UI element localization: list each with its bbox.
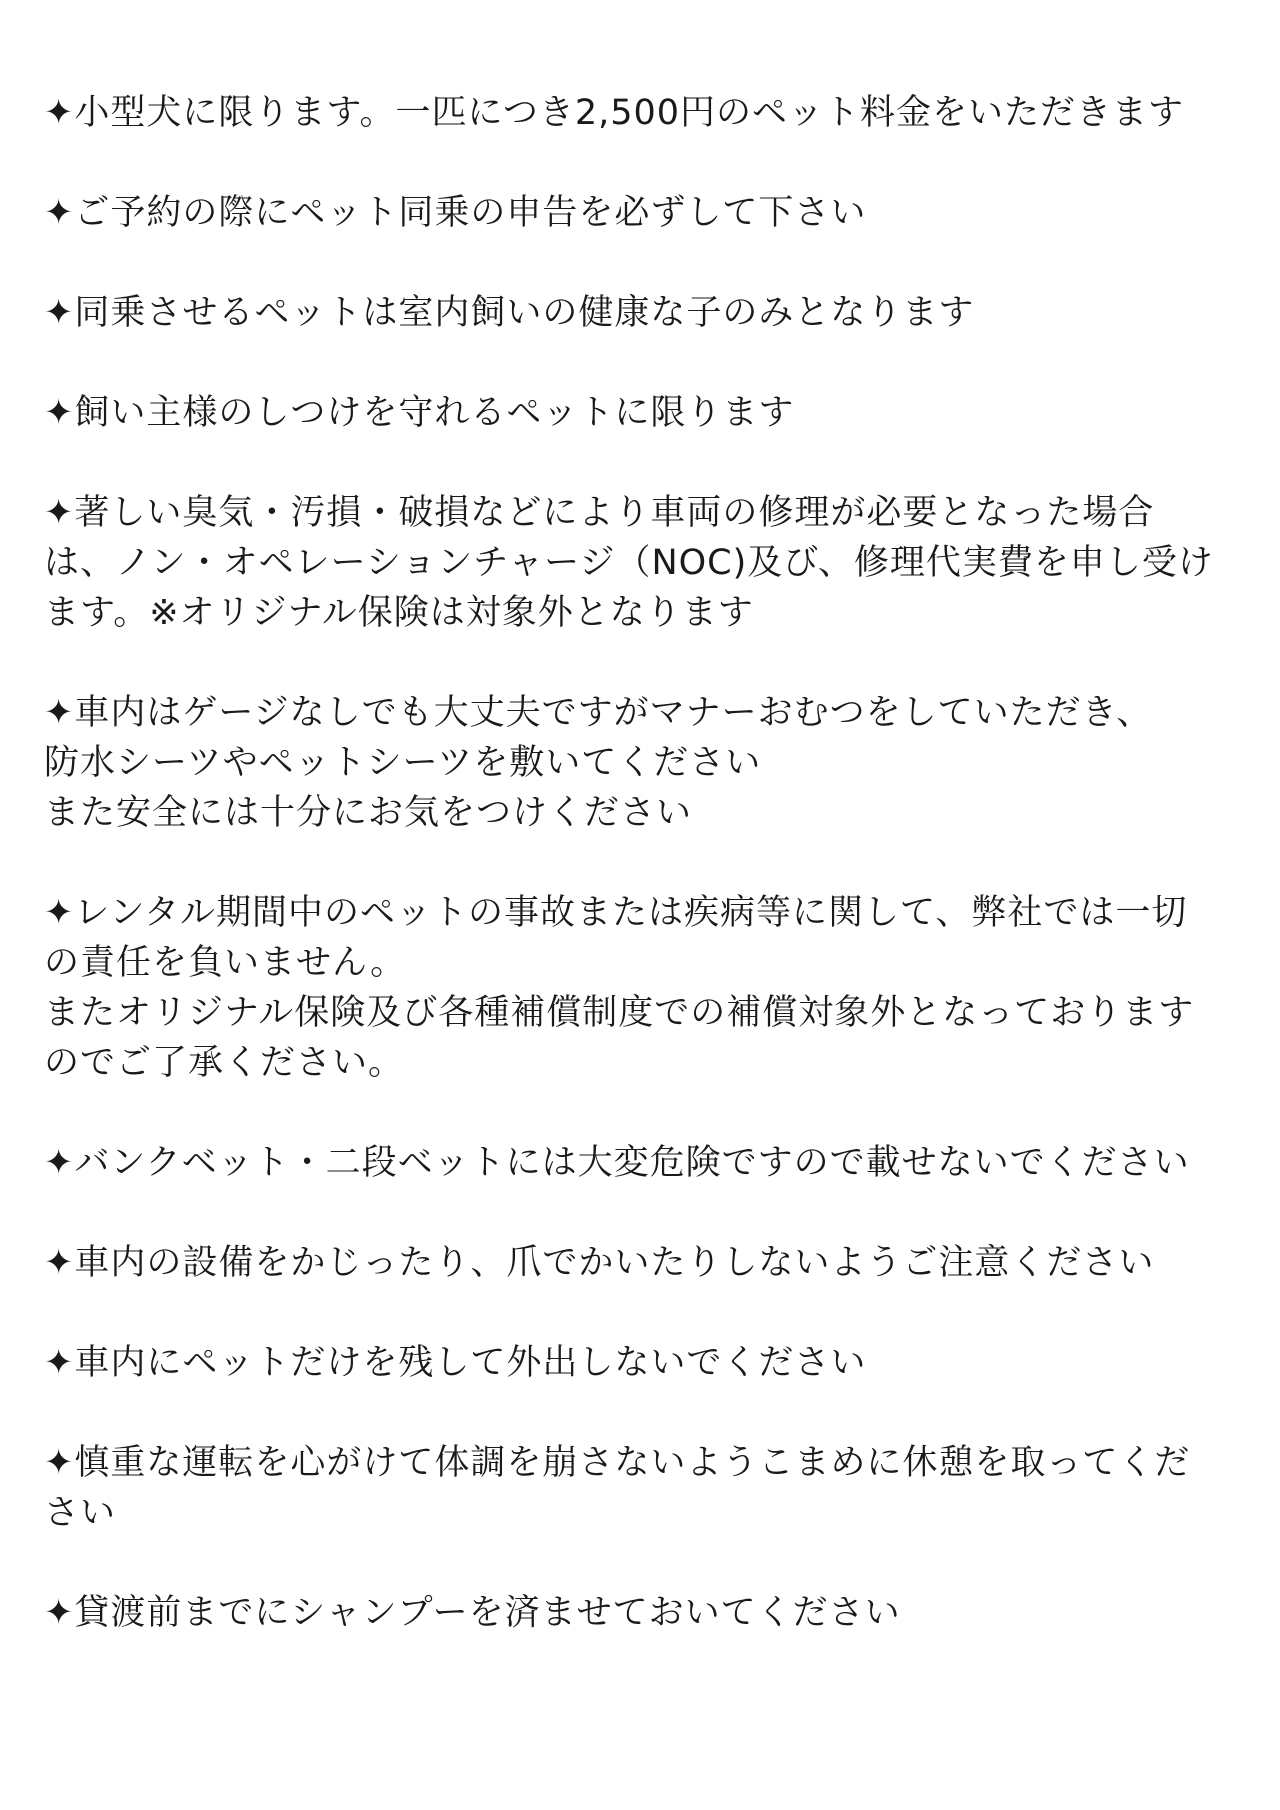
rule-no-unattended-pets	[44, 1338, 1244, 1388]
pet-rules-document	[44, 88, 1244, 1688]
rule-line: ✦車内の設備をかじったり、爪でかいたりしないようご注意ください	[44, 1243, 1155, 1283]
rule-line: ✦レンタル期間中のペットの事故または疾病等に関して、弊社では一切	[44, 893, 1188, 933]
rule-line: 防水シーツやペットシーツを敷いてください	[44, 743, 762, 783]
rule-damage-noc-charge	[44, 488, 1244, 638]
rule-small-dogs-fee	[44, 88, 1244, 138]
rule-trained-pets-only	[44, 388, 1244, 438]
rule-healthy-indoor-pets	[44, 288, 1244, 338]
rule-no-bunk-beds	[44, 1138, 1244, 1188]
rule-line: またオリジナル保険及び各種補償制度での補償対象外となっております	[44, 993, 1195, 1033]
rule-line: ✦貸渡前までにシャンプーを済ませておいてください	[44, 1593, 901, 1633]
rule-shampoo-before-rental	[44, 1588, 1244, 1638]
rule-line: ✦慎重な運転を心がけて体調を崩さないようこまめに休憩を取ってくだ	[44, 1443, 1191, 1483]
rule-careful-driving-breaks	[44, 1438, 1244, 1538]
rule-diapers-and-sheets	[44, 688, 1244, 838]
rule-line: さい	[44, 1493, 117, 1533]
rule-line: の責任を負いません。	[44, 943, 407, 983]
rule-line: ✦車内はゲージなしでも大丈夫ですがマナーおむつをしていただき、	[44, 693, 1153, 733]
rule-line: のでご了承ください。	[44, 1043, 405, 1083]
rule-line: ✦同乗させるペットは室内飼いの健康な子のみとなります	[44, 293, 975, 333]
rule-liability-disclaimer	[44, 888, 1244, 1088]
rule-line: ✦車内にペットだけを残して外出しないでください	[44, 1343, 867, 1383]
rule-line: ✦著しい臭気・汚損・破損などにより車両の修理が必要となった場合	[44, 493, 1155, 533]
rule-declare-pet-on-reservation	[44, 188, 1244, 238]
rule-line: ✦小型犬に限ります。一匹につき2,500円のペット料金をいただきます	[44, 93, 1185, 133]
rule-line: ✦バンクベット・二段ベットには大変危険ですので載せないでください	[44, 1143, 1190, 1183]
rule-line: また安全には十分にお気をつけください	[44, 793, 693, 833]
rule-no-chewing-scratching	[44, 1238, 1244, 1288]
rule-line: ます。※オリジナル保険は対象外となります	[44, 593, 754, 633]
rule-line: ✦ご予約の際にペット同乗の申告を必ずして下さい	[44, 193, 867, 233]
rule-line: ✦飼い主様のしつけを守れるペットに限ります	[44, 393, 795, 433]
rule-line: は、ノン・オペレーションチャージ（NOC)及び、修理代実費を申し受け	[44, 543, 1214, 583]
